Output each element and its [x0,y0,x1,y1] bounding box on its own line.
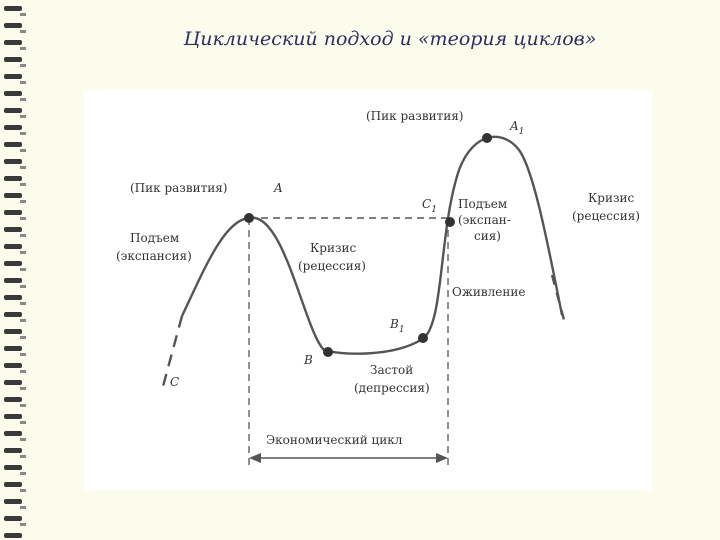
point-c-label: C [170,375,180,389]
spiral-hole [20,489,26,492]
spiral-hole [20,319,26,322]
spiral-ring [4,448,22,453]
spiral-ring [4,312,22,317]
spiral-ring [4,465,22,470]
point-a1-dot [482,133,492,143]
spiral-hole [20,30,26,33]
spiral-ring [4,40,22,45]
spiral-ring [4,227,22,232]
spiral-ring [4,176,22,181]
stagnation-line1: Застой [370,363,414,377]
spiral-hole [20,183,26,186]
spiral-ring [4,159,22,164]
spiral-hole [20,149,26,152]
rise-left-line2: (экспансия) [116,249,192,263]
point-b-label: B [304,353,313,367]
spiral-ring [4,261,22,266]
spiral-hole [20,353,26,356]
spiral-ring [4,380,22,385]
spiral-ring [4,210,22,215]
curve-end-dashed [552,275,564,320]
point-a1-label: $A_1$ [510,119,525,137]
cycle-curve [182,137,562,354]
cycle-arrow-right-head [436,453,448,463]
stagnation-line2: (депрессия) [354,381,430,395]
rise-right-line1: Подъем [458,197,508,211]
spiral-ring [4,6,22,11]
spiral-ring [4,244,22,249]
spiral-hole [20,404,26,407]
spiral-hole [20,438,26,441]
point-b1-dot [418,333,428,343]
peak-label-a1: (Пик развития) [366,109,464,123]
spiral-hole [20,47,26,50]
spiral-ring [4,295,22,300]
spiral-ring [4,516,22,521]
spiral-hole [20,336,26,339]
spiral-hole [20,234,26,237]
spiral-ring [4,74,22,79]
spiral-ring [4,533,22,538]
spiral-hole [20,132,26,135]
spiral-hole [20,166,26,169]
spiral-hole [20,472,26,475]
point-b-dot [323,347,333,357]
spiral-ring [4,125,22,130]
business-cycle-diagram [84,90,652,490]
spiral-ring [4,329,22,334]
point-a-dot [244,213,254,223]
crisis-right-line1: Кризис [588,191,635,205]
spiral-hole [20,370,26,373]
spiral-ring [4,108,22,113]
revival-label: Оживление [452,285,526,299]
spiral-ring [4,363,22,368]
spiral-hole [20,64,26,67]
crisis-mid-line2: (рецессия) [298,259,366,273]
spiral-hole [20,81,26,84]
spiral-hole [20,13,26,16]
slide-title: Циклический подход и «теория циклов» [183,28,597,50]
spiral-hole [20,200,26,203]
spiral-hole [20,455,26,458]
spiral-ring [4,482,22,487]
spiral-ring [4,278,22,283]
rise-left-line1: Подъем [130,231,180,245]
spiral-hole [20,523,26,526]
spiral-hole [20,251,26,254]
notebook-spiral [0,0,30,540]
spiral-hole [20,506,26,509]
spiral-ring [4,23,22,28]
spiral-hole [20,268,26,271]
spiral-ring [4,346,22,351]
spiral-ring [4,142,22,147]
point-b1-label: $B_1$ [390,317,405,335]
spiral-hole [20,285,26,288]
spiral-ring [4,431,22,436]
point-c1-label: $C_1$ [422,197,437,215]
spiral-hole [20,115,26,118]
peak-label-a: (Пик развития) [130,181,228,195]
spiral-hole [20,421,26,424]
spiral-ring [4,499,22,504]
spiral-ring [4,397,22,402]
spiral-hole [20,387,26,390]
cycle-arrow-left-head [249,453,261,463]
crisis-mid-line1: Кризис [310,241,357,255]
crisis-right-line2: (рецессия) [572,209,640,223]
spiral-ring [4,414,22,419]
spiral-hole [20,302,26,305]
point-a-label: A [274,181,283,195]
rise-right-line2: (экспан- [458,213,511,227]
spiral-ring [4,91,22,96]
spiral-hole [20,98,26,101]
cycle-label: Экономический цикл [266,433,403,447]
rise-right-line3: сия) [474,229,501,243]
spiral-ring [4,193,22,198]
spiral-hole [20,217,26,220]
point-c1-dot [445,217,455,227]
spiral-ring [4,57,22,62]
